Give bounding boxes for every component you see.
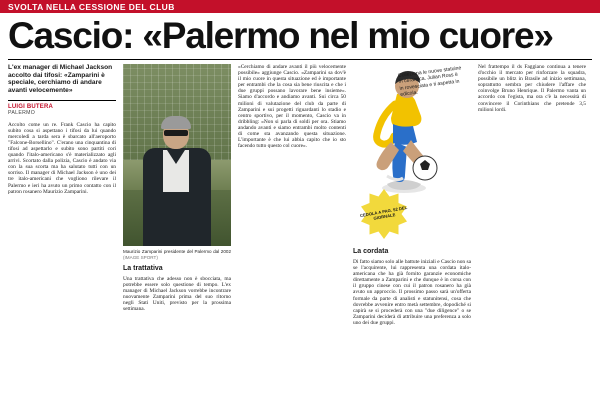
column-four bbox=[353, 64, 471, 358]
photo-caption-text: Maurizio Zamparini presidente del Palermo dal 2002 bbox=[123, 249, 231, 254]
body-paragraph: «Cerchiamo di andare avanti il più velocemente possibile» aggiunge Cascio. «Zamparini sa dov'è il mio cuore in questa situazione ed è importante per entrambi che la cosa sia bene riuscita e che i due gruppi possano lavorare bene insieme». Siamo d'accordo e andiamo avanti. Sui circa 50 milioni di valutazione del club da parte di Zamparini e sui progetti riguardanti lo stadio e centro sportivo, per il momento, Cascio va in dribbling: «Non si parla di soldi per ora. Stiamo andando avanti e siamo entrambi molto contenti di come sta avanzando questa situazione. L'importante è che lui abbia capito che io sto facendo tutto questo col cuore». bbox=[238, 64, 346, 150]
promo-illustration bbox=[353, 64, 471, 244]
subhead-trattativa: La trattativa bbox=[123, 265, 163, 272]
photo-caption-agency: (IMAGE SPORT) bbox=[123, 255, 158, 260]
body-paragraph: Una trattativa che adesso non è sbocciata, ma potrebbe essere solo questione di tempo. L'ex manager di Michael Jackson vorrebbe incontrare nuovamente Zamparini prima del suo ritorno negli Stati Uniti, previsto per la prossima settimana. bbox=[123, 276, 231, 313]
photo-subject-hair bbox=[161, 116, 191, 129]
byline-place: PALERMO bbox=[8, 110, 36, 117]
body-paragraph: Nel frattempo il ds Faggiano continua a tenere d'occhio il mercato per rinforzare la squadra, possibile un blitz in Brasile ad inizio settimana, soprattutto sembra per chiudere l'affare che coinvolge Bruno Henrique. Il Palermo vanta un accordo con l'egista, ma ora c'è la necessità di convincere il Corinthians che pretende 3,5 milioni lordi. bbox=[478, 64, 586, 113]
body-paragraph: Di fatto siamo solo alle battute iniziali e Cascio non sa se l'acquirente, lui rappresenta una cordata italo-americana che ha già fornito garanzie economiche direttamente a Zamparini e che dunque è in corsa con il gruppo cinese con cui il patron rosanero ha già avuto un approccio. Il prossimo passo sarà un'offerta formale da parte di analisti e statunitensi, cosa che dovrebbe avvenire entro metà settembre, dopodiché si capirà se si procederà con una "due diligence" o se Zamparini deciderà di attribuire una preferenza a solo uno dei due gruppi. bbox=[353, 259, 471, 326]
column-five bbox=[478, 64, 586, 358]
kicker-bar: SVOLTA NELLA CESSIONE DEL CLUB bbox=[0, 0, 600, 13]
photo-caption bbox=[123, 248, 231, 261]
article-columns bbox=[0, 60, 600, 364]
standfirst: L'ex manager di Michael Jackson accolto dai tifosi: «Zamparini è speciale, cerchiamo di andare avanti velocemente» bbox=[8, 64, 113, 94]
promo-seal-text: CEDOLA A PAG. 52 DEL GIORNALE bbox=[359, 204, 408, 221]
article-photo bbox=[123, 64, 231, 246]
byline-rule bbox=[8, 100, 116, 101]
byline-name: LUIGI BUTERA bbox=[8, 104, 54, 111]
column-one bbox=[8, 64, 116, 358]
page-title: Cascio: «Palermo nel mio cuore» bbox=[8, 15, 553, 56]
column-three bbox=[238, 64, 346, 358]
promo-bubble-text: Colleziona le nuove statuine in ceramica. Julian Ross è in rovesciata e ti aspetta in edicola. bbox=[397, 65, 462, 99]
column-two bbox=[123, 64, 231, 358]
subhead-cordata: La cordata bbox=[353, 248, 389, 255]
byline bbox=[8, 100, 116, 116]
sunglasses-icon bbox=[164, 130, 188, 136]
body-paragraph: Accolto come un re. Frank Cascio ha capito subito cosa si aspettano i tifosi da lui quando mercoledì a tarda sera è sbarcato all'aeroporto "Falcone-Borsellino". C'erano una cinquantina di tifosi ad aspettarlo e subito sono partiti cori quando l'italo-americano s'è materializzato agli arrivi. Scortato dalla polizia, Cascio è andato via con la sua scorta ma ha salutato tutti con un sorriso. Il manager di Michael Jackson è uno dei tre italo-americani che vogliono rilevare il Palermo e ieri ha avuto un primo contatto con il patron rosanero Maurizio Zamparini. bbox=[8, 121, 116, 195]
promo-seal bbox=[359, 189, 409, 239]
